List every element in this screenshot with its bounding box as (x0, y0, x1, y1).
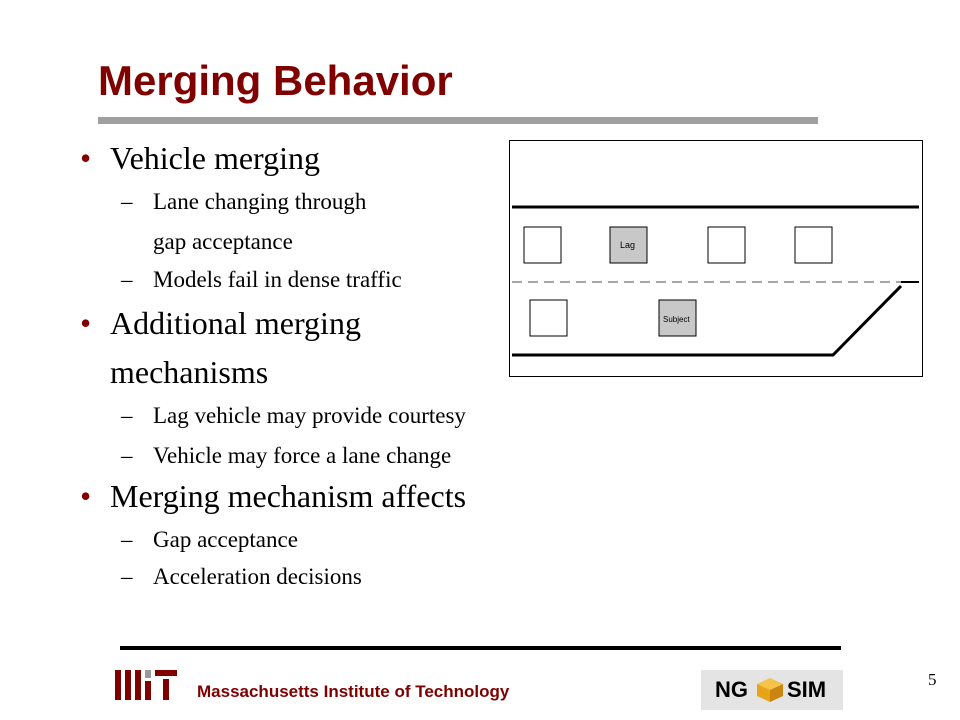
sub-dash: – (121, 189, 133, 214)
bullet-text: Vehicle merging (110, 140, 321, 176)
bullet-additional-merging (80, 304, 361, 342)
sub-bullet-text: gap acceptance (153, 229, 293, 254)
vehicle-box (524, 227, 561, 263)
sub-bullet-text: Lag vehicle may provide courtesy (153, 403, 466, 428)
bullet-dot: • (80, 305, 92, 341)
sub-bullet (121, 402, 466, 430)
sub-dash: – (121, 403, 133, 428)
sub-bullet-text: Lane changing through (153, 189, 367, 214)
vehicle-box (708, 227, 745, 263)
merge-diagram-svg (510, 141, 922, 376)
sub-bullet-text: Gap acceptance (153, 527, 298, 552)
sub-bullet (121, 266, 402, 294)
sub-bullet (121, 188, 367, 216)
title-underline (98, 117, 818, 124)
vehicle-box (795, 227, 832, 263)
ngsim-logo (701, 670, 843, 710)
bullet-vehicle-merging (80, 139, 321, 177)
institution-name: Massachusetts Institute of Technology (197, 682, 510, 701)
bullet-text: Merging mechanism affects (110, 478, 467, 514)
page-number: 5 (928, 670, 937, 689)
sub-dash: – (121, 267, 133, 292)
lag-vehicle-label: Lag (620, 240, 636, 250)
sub-bullet-text: Acceleration decisions (153, 564, 362, 589)
sub-bullet (121, 442, 452, 470)
subject-vehicle-label: Subject (663, 315, 690, 324)
mit-logo-icon (115, 670, 179, 700)
merge-lane-vehicle-box (530, 300, 567, 336)
sub-bullet-text: Vehicle may force a lane change (153, 443, 452, 468)
bullet-dot: • (80, 140, 92, 176)
ngsim-sim-text: SIM (787, 677, 827, 702)
ngsim-ng-text: NG (715, 677, 748, 702)
sub-bullet-continuation (153, 228, 293, 256)
bullet-continuation (110, 353, 268, 391)
bullet-dot: • (80, 478, 92, 514)
bullet-merging-mechanism (80, 477, 467, 515)
sub-dash: – (121, 443, 133, 468)
sub-bullet-text: Models fail in dense traffic (153, 267, 402, 292)
slide-title: Merging Behavior (98, 57, 453, 104)
bullet-text: mechanisms (110, 354, 269, 390)
footer-rule (120, 646, 841, 650)
sub-dash: – (121, 564, 133, 589)
ngsim-cube-icon (757, 678, 783, 702)
merge-lane-edge (512, 286, 901, 355)
sub-bullet (121, 526, 298, 554)
bullet-text: Additional merging (110, 305, 361, 341)
sub-dash: – (121, 527, 133, 552)
merge-diagram (509, 140, 923, 377)
sub-bullet (121, 563, 362, 591)
